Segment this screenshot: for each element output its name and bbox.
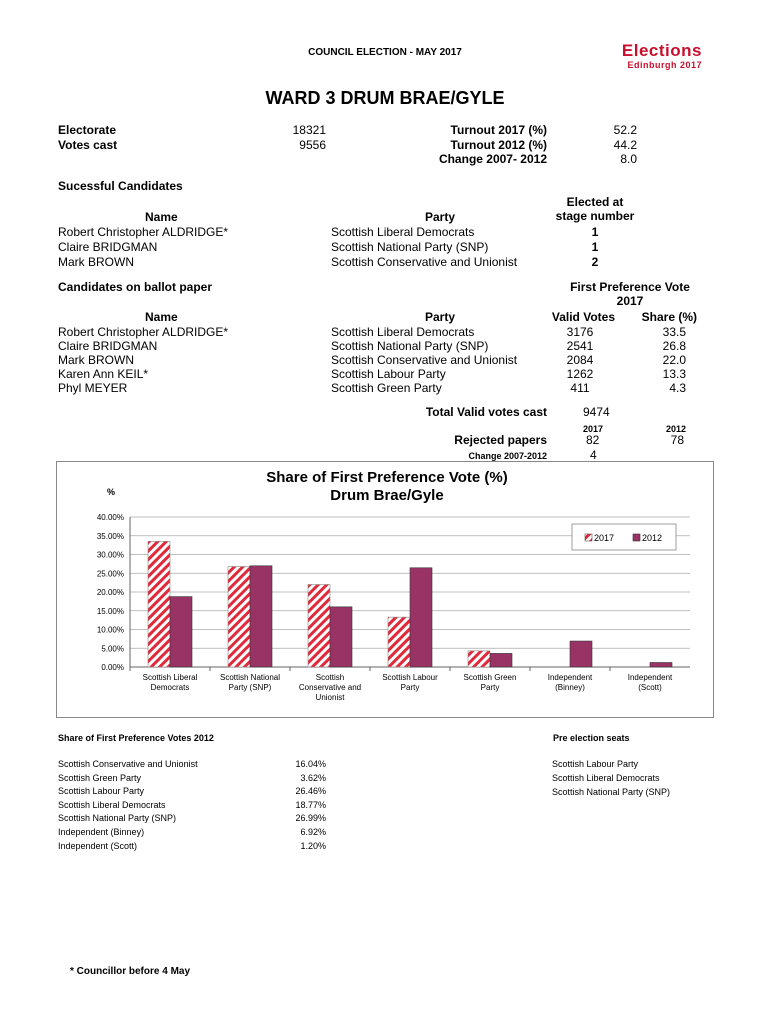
share-2012-value: 18.77%	[295, 799, 326, 810]
bar-2012	[570, 641, 592, 667]
legend-label-2012: 2012	[642, 533, 663, 543]
y-tick-label: 20.00%	[96, 588, 124, 597]
chart-title-line2: Drum Brae/Gyle	[330, 487, 444, 504]
share-2012-party: Scottish Conservative and Unionist	[58, 759, 198, 769]
ballot-share: 4.3	[669, 381, 686, 395]
share-2012-heading: Share of First Preference Votes 2012	[58, 733, 214, 743]
successful-name-header: Name	[145, 210, 178, 224]
bar-2012	[330, 607, 352, 667]
bar-2012	[490, 653, 512, 667]
share-2012-value: 6.92%	[300, 827, 326, 837]
chart-x-labels	[130, 667, 673, 702]
logo-main-text: Elections	[621, 41, 702, 60]
x-category-label: Party	[480, 683, 500, 692]
share-2012-party: Scottish Green Party	[58, 772, 142, 783]
y-tick-label: 25.00%	[96, 569, 124, 579]
bar-2017	[148, 541, 170, 667]
rejected-change-value: 4	[590, 448, 597, 462]
ballot-name: Karen Ann KEIL*	[58, 367, 149, 381]
ballot-share: 22.0	[662, 353, 686, 367]
ballot-party: Scottish Liberal Democrats	[331, 325, 475, 339]
ballot-name-header: Name	[145, 310, 178, 324]
ward-title: WARD 3 DRUM BRAE/GYLE	[265, 88, 505, 108]
x-category-label: Party	[400, 683, 420, 692]
x-category-label: Scottish National	[219, 673, 281, 682]
year-2012-label: 2012	[665, 424, 686, 434]
successful-party: Scottish Liberal Democrats	[331, 225, 475, 239]
x-category-label: Unionist	[315, 693, 345, 702]
fpv-header-line1: First Preference Vote	[570, 280, 690, 294]
ballot-heading: Candidates on ballot paper	[58, 280, 213, 294]
pre-election-item: Scottish Labour Party	[552, 759, 639, 769]
bar-2017	[308, 585, 330, 668]
ballot-votes: 2084	[566, 353, 594, 367]
ballot-name: Robert Christopher ALDRIDGE*	[58, 325, 229, 339]
legend-label-2017: 2017	[594, 533, 615, 543]
bar-2012	[650, 663, 672, 668]
rejected-2017-value: 82	[586, 433, 600, 447]
electorate-label: Electorate	[58, 123, 117, 137]
successful-name: Robert Christopher ALDRIDGE*	[58, 225, 229, 239]
turnout-2012-label: Turnout 2012 (%)	[450, 138, 547, 152]
bar-2017	[468, 651, 490, 667]
legend-swatch-2012	[633, 534, 640, 541]
ballot-share: 33.5	[662, 325, 686, 339]
elections-edinburgh-logo	[590, 42, 702, 70]
total-valid-label: Total Valid votes cast	[425, 405, 547, 419]
share-2012-value: 16.04%	[295, 759, 326, 769]
elected-stage-header-line2: stage number	[555, 209, 635, 223]
turnout-2012-value: 44.2	[613, 138, 637, 152]
pre-election-item: Scottish National Party (SNP)	[552, 787, 671, 797]
bar-2012	[410, 568, 432, 667]
bar-2012	[170, 597, 192, 667]
fpv-header	[530, 280, 730, 308]
successful-party: Scottish National Party (SNP)	[331, 240, 489, 254]
pre-election-item: Scottish Liberal Democrats	[552, 773, 660, 783]
pre-election-heading: Pre election seats	[553, 733, 630, 743]
x-category-label: (Binney)	[555, 683, 585, 692]
share-2012-party: Scottish Labour Party	[58, 786, 145, 797]
elected-stage-header-line1: Elected at	[566, 195, 624, 209]
fpv-header-line2: 2017	[616, 294, 644, 308]
turnout-2017-value: 52.2	[613, 123, 637, 137]
successful-candidates-heading: Sucessful Candidates	[58, 179, 183, 193]
share-2012-value: 26.46%	[295, 786, 326, 797]
turnout-change-label: Change 2007- 2012	[438, 152, 547, 166]
total-valid-value: 9474	[583, 405, 610, 419]
y-tick-label: 35.00%	[96, 531, 124, 541]
y-tick-label: 30.00%	[96, 550, 124, 560]
x-category-label: Scottish Green	[463, 673, 517, 682]
successful-name: Claire BRIDGMAN	[58, 240, 158, 254]
y-tick-label: 0.00%	[101, 663, 124, 672]
ballot-party: Scottish Labour Party	[331, 367, 446, 381]
successful-name: Mark BROWN	[58, 255, 134, 269]
ballot-name: Phyl MEYER	[58, 381, 128, 395]
share-2012-party: Independent (Scott)	[58, 840, 138, 851]
valid-votes-header: Valid Votes	[551, 310, 615, 324]
share-chart-svg	[57, 462, 713, 717]
x-category-label: Scottish	[315, 673, 345, 682]
successful-party: Scottish Conservative and Unionist	[331, 255, 518, 269]
footer-note: * Councillor before 4 May	[70, 966, 191, 977]
successful-stage: 2	[591, 255, 599, 269]
votes-cast-value: 9556	[299, 138, 326, 152]
x-category-label: Party (SNP)	[228, 683, 272, 692]
share-2012-party: Independent (Binney)	[58, 827, 145, 837]
rejected-change-label: Change 2007-2012	[468, 451, 547, 461]
y-tick-label: 5.00%	[101, 644, 124, 654]
share-header: Share (%)	[641, 310, 697, 324]
y-tick-label: 10.00%	[96, 625, 124, 635]
share-2012-value: 3.62%	[300, 772, 326, 783]
ballot-votes: 1262	[566, 367, 594, 381]
ballot-votes: 411	[570, 381, 590, 395]
chart-ylabel: %	[107, 487, 116, 497]
ballot-name: Claire BRIDGMAN	[58, 339, 158, 353]
share-2012-party: Scottish Liberal Democrats	[58, 799, 166, 810]
successful-party-header: Party	[425, 210, 456, 224]
document-title: COUNCIL ELECTION - MAY 2017	[308, 47, 462, 58]
successful-stage: 1	[591, 225, 599, 239]
x-category-label: Scottish Liberal	[142, 673, 198, 682]
x-category-label: Scottish Labour	[382, 673, 438, 682]
ballot-share: 26.8	[662, 339, 686, 353]
share-2012-value: 1.20%	[300, 840, 326, 851]
x-category-label: Conservative and	[298, 683, 362, 692]
y-tick-label: 40.00%	[96, 513, 124, 522]
x-category-label: Democrats	[150, 683, 190, 692]
bar-2012	[250, 566, 272, 667]
x-category-label: (Scott)	[638, 683, 662, 692]
ballot-party: Scottish Green Party	[331, 381, 442, 395]
rejected-label: Rejected papers	[454, 433, 547, 447]
successful-stage: 1	[591, 240, 599, 254]
year-2017-label: 2017	[583, 424, 604, 434]
chart-legend	[572, 524, 676, 550]
x-category-label: Independent	[627, 673, 673, 682]
share-2012-value: 26.99%	[295, 813, 326, 824]
electorate-value: 18321	[292, 123, 326, 137]
x-category-label: Independent	[547, 673, 593, 682]
ballot-votes: 3176	[566, 325, 594, 339]
votes-cast-label: Votes cast	[58, 138, 118, 152]
bar-2017	[228, 567, 250, 668]
share-2012-party: Scottish National Party (SNP)	[58, 813, 177, 824]
turnout-change-value: 8.0	[620, 152, 637, 166]
ballot-party: Scottish National Party (SNP)	[331, 339, 489, 353]
chart-title-line1: Share of First Preference Vote (%)	[266, 469, 508, 486]
bar-2017	[388, 617, 410, 667]
ballot-party-header: Party	[425, 310, 456, 324]
ballot-share: 13.3	[662, 367, 686, 381]
legend-swatch-2017	[585, 534, 592, 541]
y-tick-label: 15.00%	[96, 606, 124, 616]
elected-stage-header	[545, 195, 645, 223]
ballot-party: Scottish Conservative and Unionist	[331, 353, 518, 367]
ballot-name: Mark BROWN	[58, 353, 134, 367]
logo-sub-text: Edinburgh 2017	[627, 60, 702, 70]
turnout-2017-label: Turnout 2017 (%)	[450, 123, 547, 137]
ballot-votes: 2541	[566, 339, 594, 353]
share-chart	[56, 461, 714, 718]
rejected-2012-value: 78	[670, 433, 684, 447]
